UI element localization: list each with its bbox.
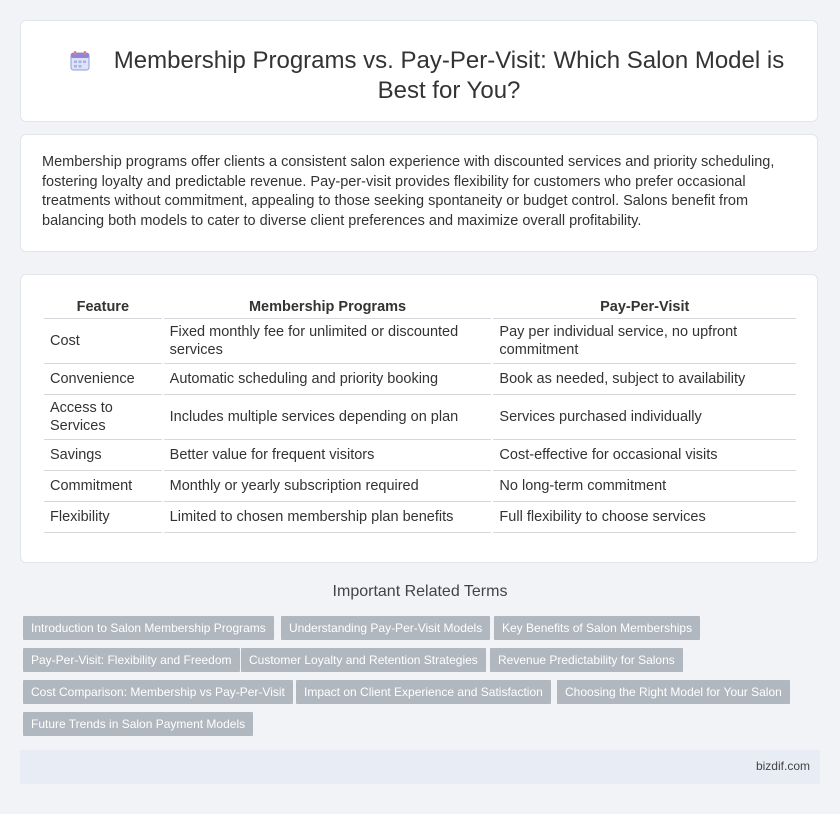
row-membership: Better value for frequent visitors [164,440,492,471]
related-tag[interactable]: Customer Loyalty and Retention Strategies [241,648,486,672]
related-tag[interactable]: Pay-Per-Visit: Flexibility and Freedom [23,648,240,672]
row-pay-per-visit: No long-term commitment [493,471,796,502]
row-membership: Automatic scheduling and priority booking [164,364,492,395]
row-membership: Includes multiple services depending on plan [164,395,492,440]
row-feature: Commitment [44,471,162,502]
intro-card [20,134,818,252]
page-title: Membership Programs vs. Pay-Per-Visit: Which Salon Model is Best for You? [113,47,785,104]
related-tag[interactable]: Cost Comparison: Membership vs Pay-Per-Visit [23,680,293,704]
related-terms-heading: Important Related Terms [332,583,508,600]
row-pay-per-visit: Book as needed, subject to availability [493,364,796,395]
row-feature: Convenience [44,364,162,395]
table-row [44,364,796,395]
row-feature: Savings [44,440,162,471]
row-pay-per-visit: Pay per individual service, no upfront commitment [493,319,796,364]
comparison-table [42,296,798,533]
intro-paragraph: Membership programs offer clients a consistent salon experience with discounted services and priority scheduling, fostering loyalty and predictable revenue. Pay-per-visit provides flexibility for customers who prefer occasional treatments without commitment, appealing to those seeking spontaneity or budget control. Salons benefit from balancing both models to cater to diverse client preferences and maximize overall profitability. [42,154,775,229]
footer [20,750,820,784]
related-tag[interactable]: Future Trends in Salon Payment Models [23,712,253,736]
related-tag[interactable]: Revenue Predictability for Salons [490,648,683,672]
related-tag[interactable]: Understanding Pay-Per-Visit Models [281,616,490,640]
header-membership: Membership Programs [164,296,492,319]
table-row [44,319,796,364]
related-tag[interactable]: Choosing the Right Model for Your Salon [557,680,790,704]
row-feature: Cost [44,319,162,364]
row-membership: Limited to chosen membership plan benefits [164,502,492,533]
comparison-table-card [20,274,818,563]
table-row [44,471,796,502]
row-membership: Fixed monthly fee for unlimited or discounted services [164,319,492,364]
related-tag[interactable]: Key Benefits of Salon Memberships [494,616,700,640]
table-row [44,440,796,471]
header-feature: Feature [44,296,162,319]
calendar-icon [68,49,92,73]
row-pay-per-visit: Cost-effective for occasional visits [493,440,796,471]
row-pay-per-visit: Services purchased individually [493,395,796,440]
related-tag[interactable]: Impact on Client Experience and Satisfaction [296,680,551,704]
table-row [44,502,796,533]
header-pay-per-visit: Pay-Per-Visit [493,296,796,319]
site-name: bizdif.com [755,759,810,773]
row-pay-per-visit: Full flexibility to choose services [493,502,796,533]
related-tag[interactable]: Introduction to Salon Membership Programs [23,616,274,640]
title-card [20,20,818,122]
table-header-row [44,296,796,319]
row-membership: Monthly or yearly subscription required [164,471,492,502]
row-feature: Access to Services [44,395,162,440]
row-feature: Flexibility [44,502,162,533]
table-row [44,395,796,440]
